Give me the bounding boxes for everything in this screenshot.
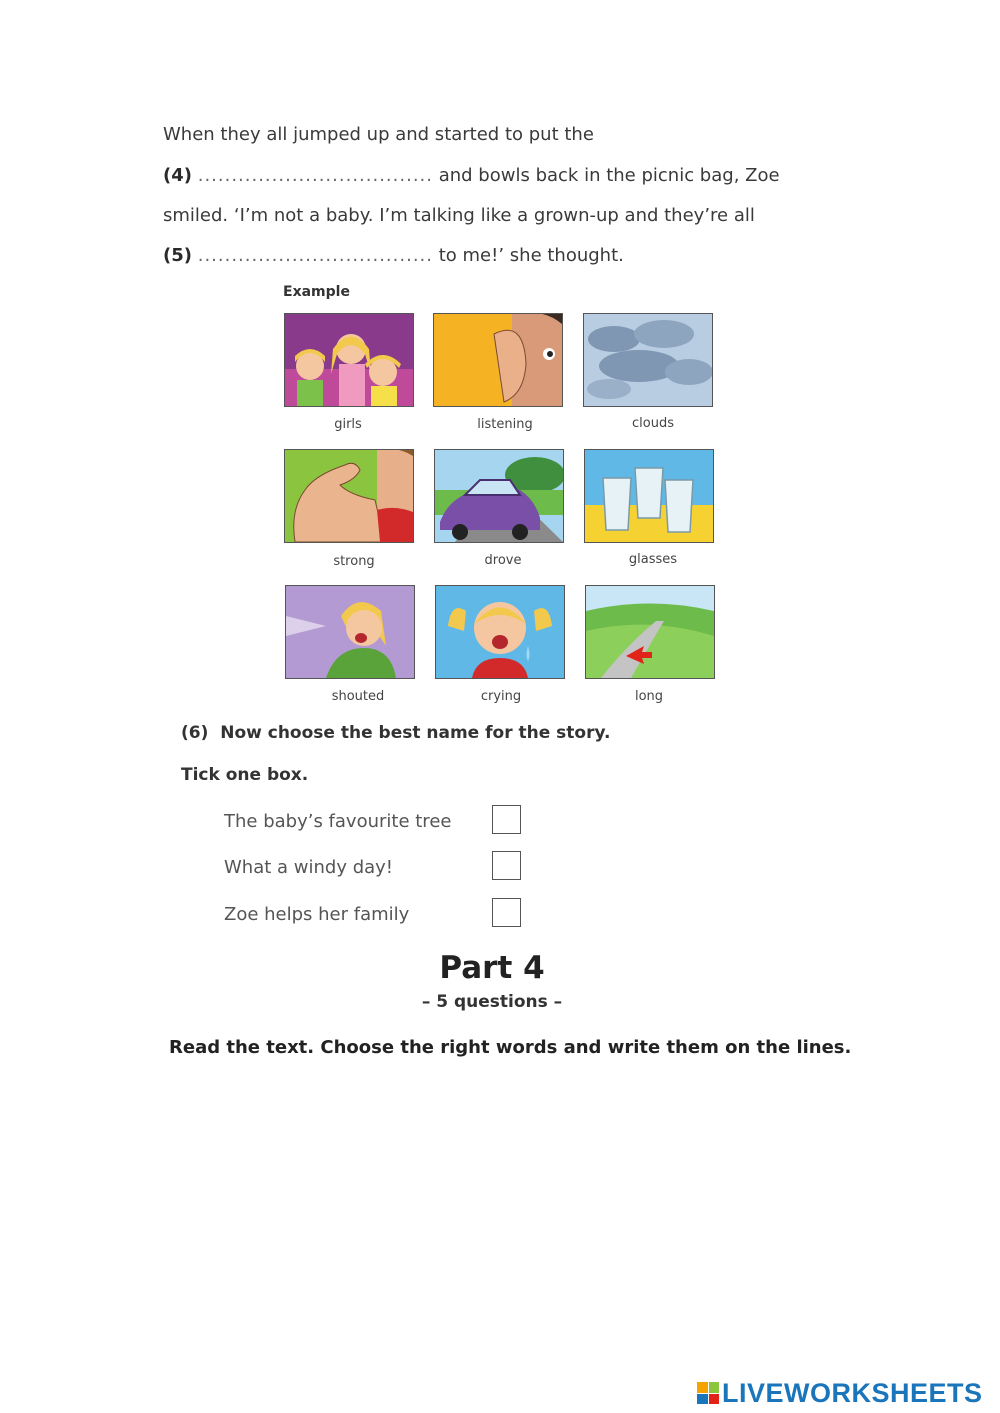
- question-6-text: Now choose the best name for the story.: [220, 723, 611, 743]
- caption-strong: strong: [333, 554, 375, 569]
- story-line-1: When they all jumped up and started to put the: [163, 124, 594, 145]
- car-picture: [434, 449, 564, 543]
- liveworksheets-logo[interactable]: [697, 1378, 983, 1408]
- caption-glasses: glasses: [628, 552, 678, 567]
- question-4-line: [163, 165, 780, 186]
- tick-one-box-instruction: Tick one box.: [181, 765, 309, 785]
- story-line-3: smiled. ‘I’m not a baby. I’m talking like a grown-up and they’re all: [163, 205, 755, 226]
- question-5-answer-blank[interactable]: ...................................: [197, 245, 433, 266]
- clouds-picture: [583, 313, 713, 407]
- caption-long: long: [634, 689, 664, 704]
- strong-arm-picture: [284, 449, 414, 543]
- liveworksheets-logo-icon: [697, 1382, 719, 1404]
- question-6-heading: [181, 723, 610, 743]
- caption-listening: listening: [477, 417, 533, 432]
- glasses-picture: [584, 449, 714, 543]
- question-4-number: (4): [163, 165, 192, 186]
- question-5-text: to me!’ she thought.: [438, 245, 624, 266]
- part-4-subtitle: – 5 questions –: [421, 992, 563, 1012]
- caption-girls: girls: [334, 417, 362, 432]
- liveworksheets-brand-text: LIVEWORKSHEETS: [722, 1377, 983, 1408]
- caption-clouds: clouds: [632, 416, 674, 431]
- question-4-text: and bowls back in the picnic bag, Zoe: [438, 165, 780, 186]
- question-4-answer-blank[interactable]: ...................................: [197, 165, 433, 186]
- girls-picture: [284, 313, 414, 407]
- listening-picture: [433, 313, 563, 407]
- option-1-label: The baby’s favourite tree: [224, 811, 452, 832]
- question-6-number: (6): [181, 723, 209, 743]
- question-5-line: [163, 245, 624, 266]
- long-road-picture: [585, 585, 715, 679]
- caption-shouted: shouted: [331, 689, 385, 704]
- option-3-label: Zoe helps her family: [224, 904, 410, 925]
- caption-drove: drove: [484, 553, 522, 568]
- option-3-checkbox[interactable]: [492, 898, 521, 927]
- option-1-checkbox[interactable]: [492, 805, 521, 834]
- crying-girl-picture: [435, 585, 565, 679]
- caption-crying: crying: [480, 689, 522, 704]
- option-2-label: What a windy day!: [224, 857, 394, 878]
- shouting-girl-picture: [285, 585, 415, 679]
- example-label: Example: [283, 284, 350, 300]
- question-5-number: (5): [163, 245, 192, 266]
- option-2-checkbox[interactable]: [492, 851, 521, 880]
- part-4-instruction: Read the text. Choose the right words and write them on the lines.: [169, 1037, 852, 1058]
- part-4-title: Part 4: [439, 950, 545, 986]
